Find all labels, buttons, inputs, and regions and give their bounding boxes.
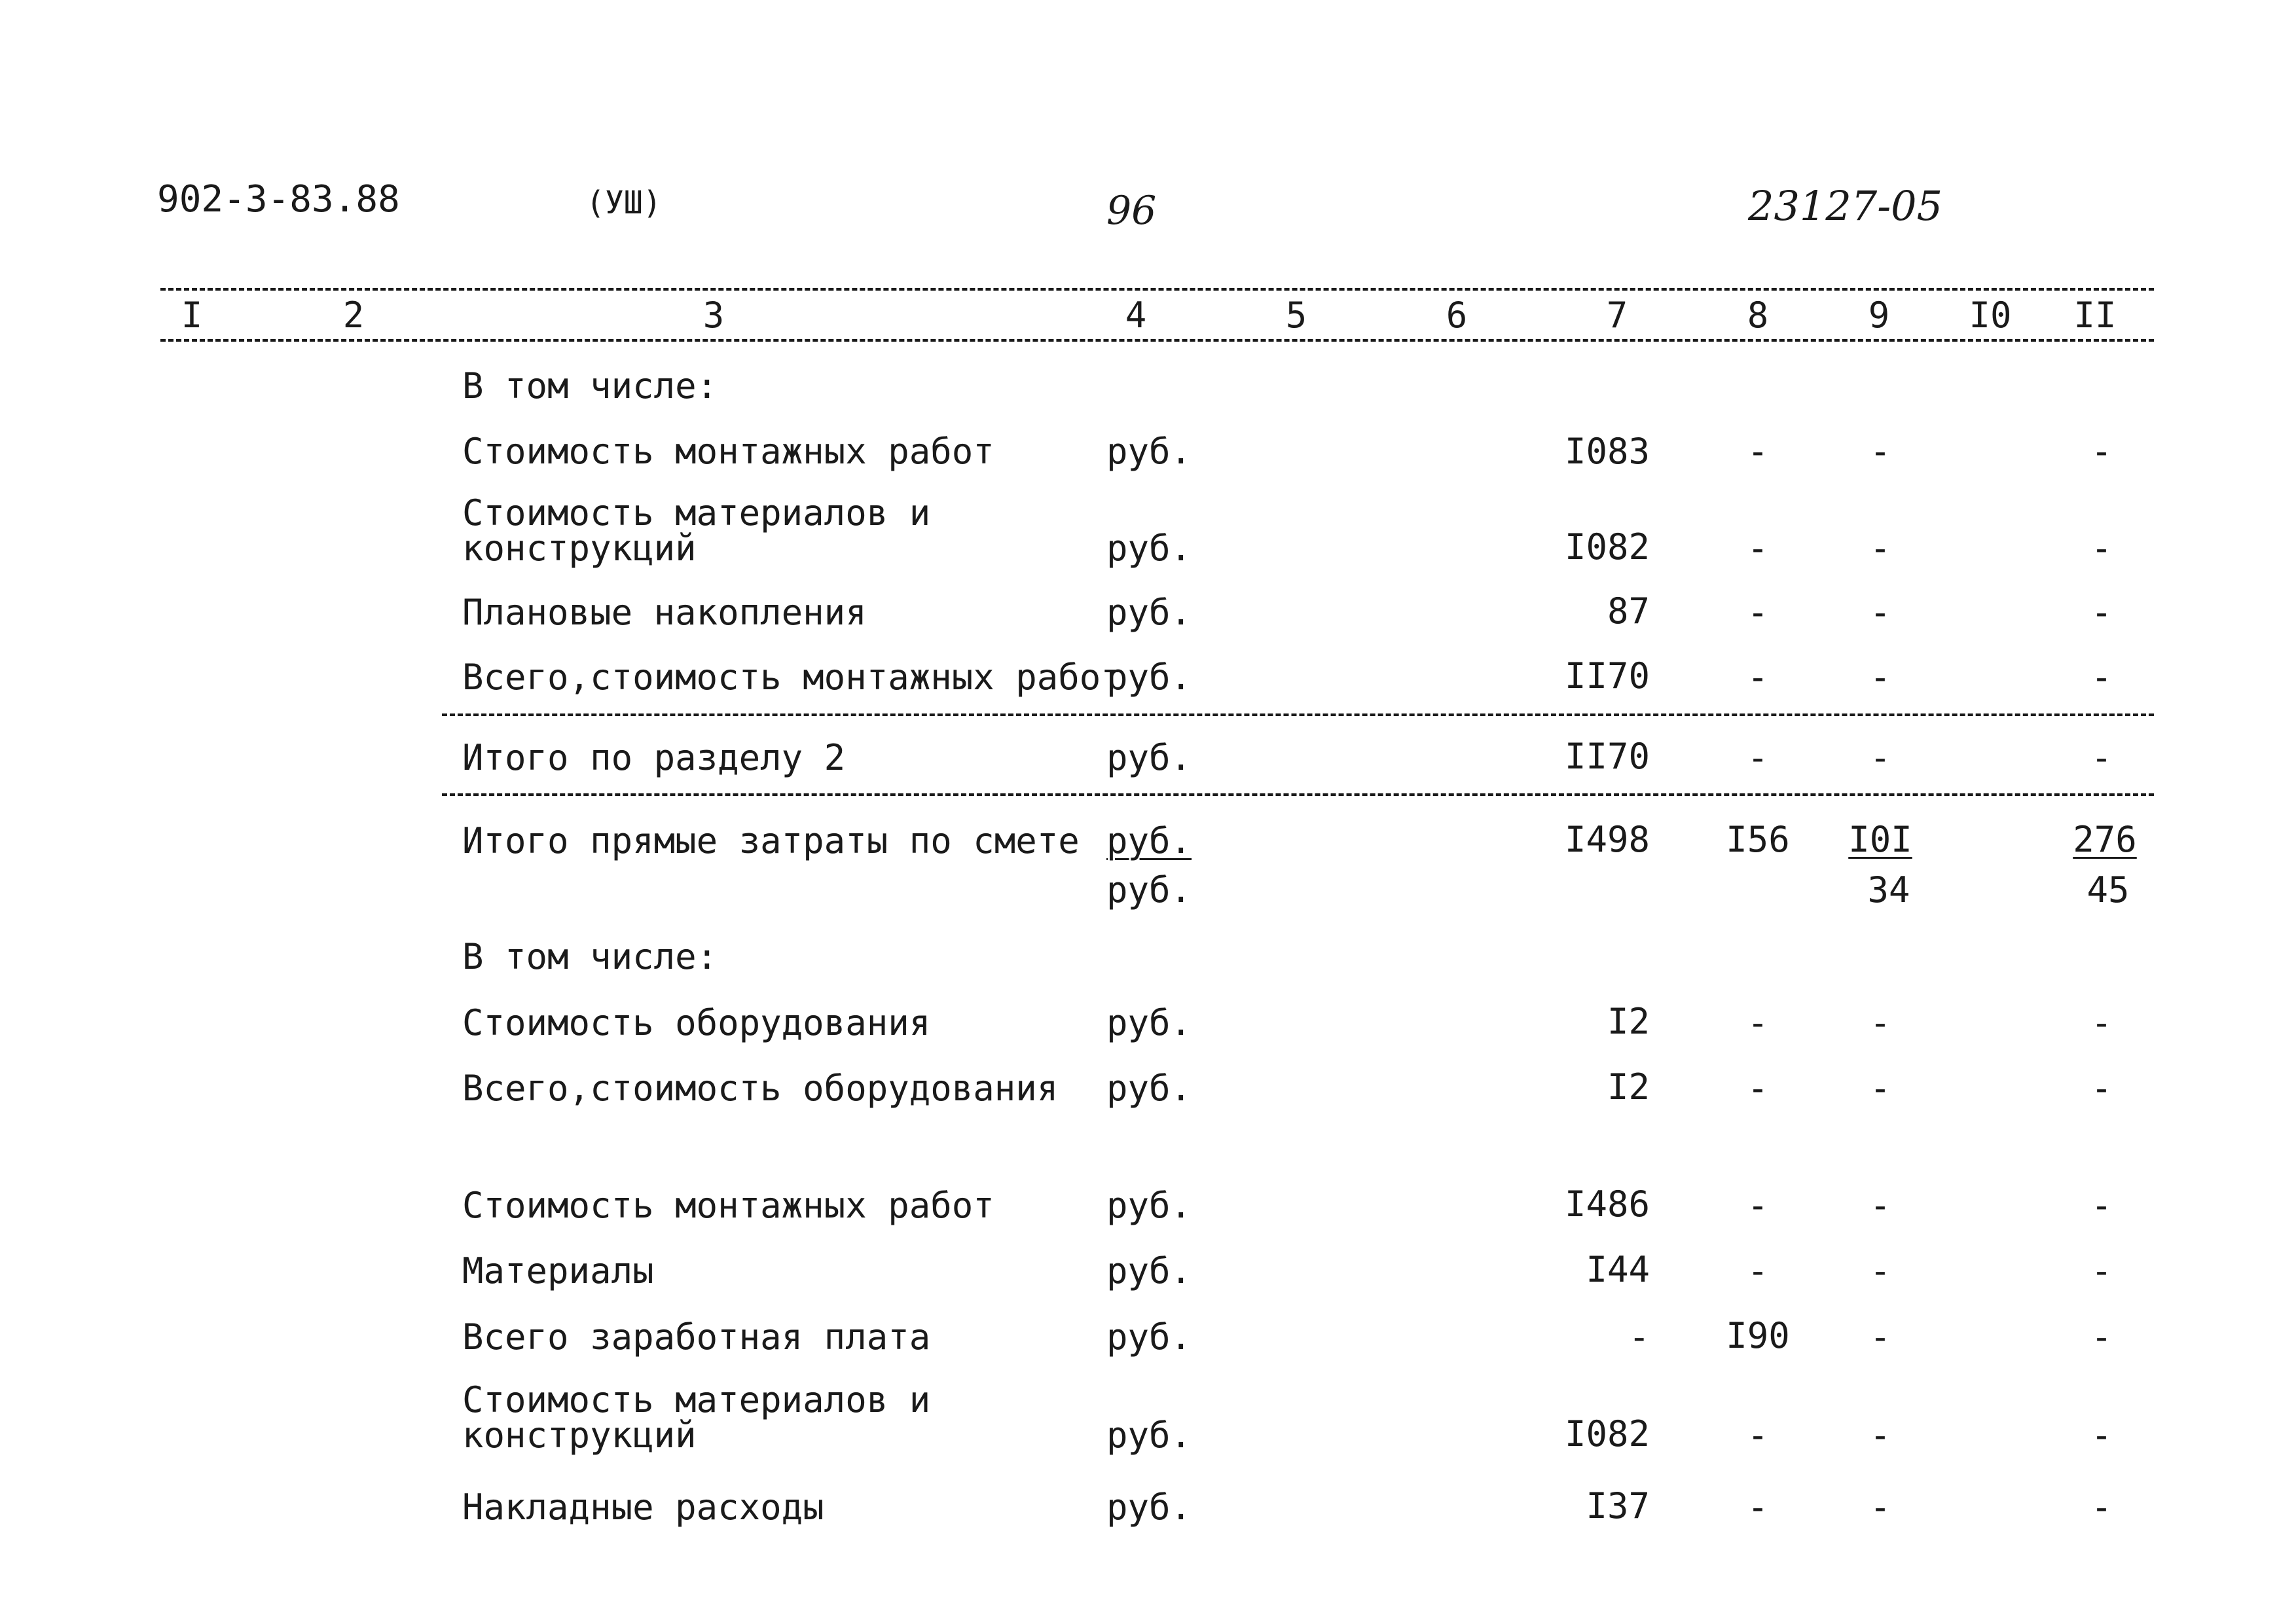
section-rule (442, 793, 2154, 796)
row-unit: руб. (1106, 431, 1192, 472)
row-label: Итого по разделу 2 (462, 737, 846, 778)
row-col7: 87 (1607, 590, 1650, 632)
row-col7: II70 (1564, 655, 1650, 696)
row-label: Стоимость оборудования (462, 1002, 931, 1043)
row-col9: - (1869, 1487, 1891, 1528)
header-bottom-rule (160, 339, 2154, 342)
column-header-9: 9 (1868, 295, 1890, 336)
row-label: Стоимость монтажных работ (462, 431, 994, 472)
row-label: Всего,стоимость монтажных работ (462, 657, 1122, 698)
row-col9: - (1869, 1068, 1891, 1109)
page-number: 96 (1106, 188, 1157, 234)
row-label: Всего,стоимость оборудования (462, 1068, 1059, 1109)
row-col8: - (1747, 1487, 1769, 1528)
column-header-11: II (2073, 295, 2117, 336)
row-col9: - (1869, 657, 1891, 698)
row-unit: руб. (1106, 820, 1192, 861)
row-col8: - (1747, 1250, 1769, 1291)
header-top-rule (160, 288, 2154, 291)
row-col8: - (1747, 1068, 1769, 1109)
column-header-4: 4 (1125, 295, 1147, 336)
row-col8: - (1747, 657, 1769, 698)
row-col9: - (1869, 1185, 1891, 1226)
row-unit: руб. (1106, 1185, 1192, 1226)
row-col9: - (1869, 1415, 1891, 1456)
row-unit: руб. (1106, 1002, 1192, 1043)
row-col11: - (2090, 592, 2113, 633)
row-col11: - (2090, 1002, 2113, 1043)
row-col9: - (1869, 1316, 1891, 1358)
row-col7: I37 (1586, 1485, 1650, 1526)
column-header-2: 2 (342, 295, 365, 336)
row-label: Стоимость материалов и конструкций (462, 492, 931, 569)
row-col9: - (1869, 528, 1891, 569)
row-col7: I2 (1607, 1066, 1650, 1108)
row-col11: - (2090, 657, 2113, 698)
row-col11: 276 (2073, 819, 2137, 860)
row-unit: руб. (1106, 1415, 1192, 1456)
row-col9: - (1869, 1002, 1891, 1043)
row-col11-secondary: 45 (2086, 869, 2130, 911)
row-col7: - (1628, 1316, 1650, 1358)
row-label: Стоимость материалов и конструкций (462, 1379, 931, 1456)
row-col9: - (1869, 592, 1891, 633)
row-unit: руб. (1106, 592, 1192, 633)
column-header-1: I (181, 295, 203, 336)
row-label: Итого прямые затраты по смете (462, 820, 1080, 861)
row-unit: руб. (1106, 657, 1192, 698)
row-col7: II70 (1564, 736, 1650, 777)
document-id: 23127-05 (1748, 182, 1943, 230)
row-unit: руб. (1106, 737, 1192, 778)
row-col7: I486 (1564, 1183, 1650, 1225)
row-col8: - (1747, 528, 1769, 569)
row-col8: - (1747, 737, 1769, 778)
row-unit: руб. (1106, 1068, 1192, 1109)
row-label: Всего заработная плата (462, 1316, 931, 1358)
column-header-3: 3 (702, 295, 725, 336)
row-col11: - (2090, 1250, 2113, 1291)
row-unit-secondary: руб. (1106, 869, 1192, 911)
column-header-7: 7 (1606, 295, 1628, 336)
row-col9-secondary: 34 (1867, 869, 1910, 911)
row-col7: I082 (1564, 1413, 1650, 1454)
row-unit: руб. (1106, 1250, 1192, 1291)
row-col9: - (1869, 431, 1891, 472)
section-rule (442, 713, 2154, 716)
row-label: Плановые накопления (462, 592, 867, 633)
row-col7: I083 (1564, 431, 1650, 472)
row-unit: руб. (1106, 1487, 1192, 1528)
row-col11: - (2090, 1415, 2113, 1456)
row-col8: - (1747, 431, 1769, 472)
row-col11: - (2090, 1185, 2113, 1226)
row-unit: руб. (1106, 528, 1192, 569)
row-col7: I2 (1607, 1001, 1650, 1042)
row-col7: I498 (1564, 819, 1650, 860)
row-col11: - (2090, 737, 2113, 778)
row-label: Материалы (462, 1250, 654, 1291)
volume-label: (УШ) (586, 185, 662, 221)
row-col11: - (2090, 1487, 2113, 1528)
row-col9: I0I (1848, 819, 1912, 860)
row-col8: - (1747, 1185, 1769, 1226)
row-col11: - (2090, 1316, 2113, 1358)
row-col8: - (1747, 592, 1769, 633)
row-label: В том числе: (462, 365, 718, 406)
row-col7: I082 (1564, 526, 1650, 568)
row-col7: I44 (1586, 1249, 1650, 1290)
row-col8: I90 (1726, 1315, 1790, 1356)
row-col11: - (2090, 528, 2113, 569)
row-label: Накладные расходы (462, 1487, 824, 1528)
column-header-6: 6 (1446, 295, 1468, 336)
row-col11: - (2090, 431, 2113, 472)
row-label: В том числе: (462, 936, 718, 977)
row-unit: руб. (1106, 1316, 1192, 1358)
row-label: Стоимость монтажных работ (462, 1185, 994, 1226)
row-col9: - (1869, 737, 1891, 778)
column-header-8: 8 (1747, 295, 1769, 336)
column-header-10: I0 (1969, 295, 2012, 336)
row-col8: - (1747, 1002, 1769, 1043)
row-col11: - (2090, 1068, 2113, 1109)
row-col8: - (1747, 1415, 1769, 1456)
row-col9: - (1869, 1250, 1891, 1291)
project-code: 902-3-83.88 (157, 178, 400, 221)
column-header-5: 5 (1285, 295, 1307, 336)
row-col8: I56 (1726, 819, 1790, 860)
